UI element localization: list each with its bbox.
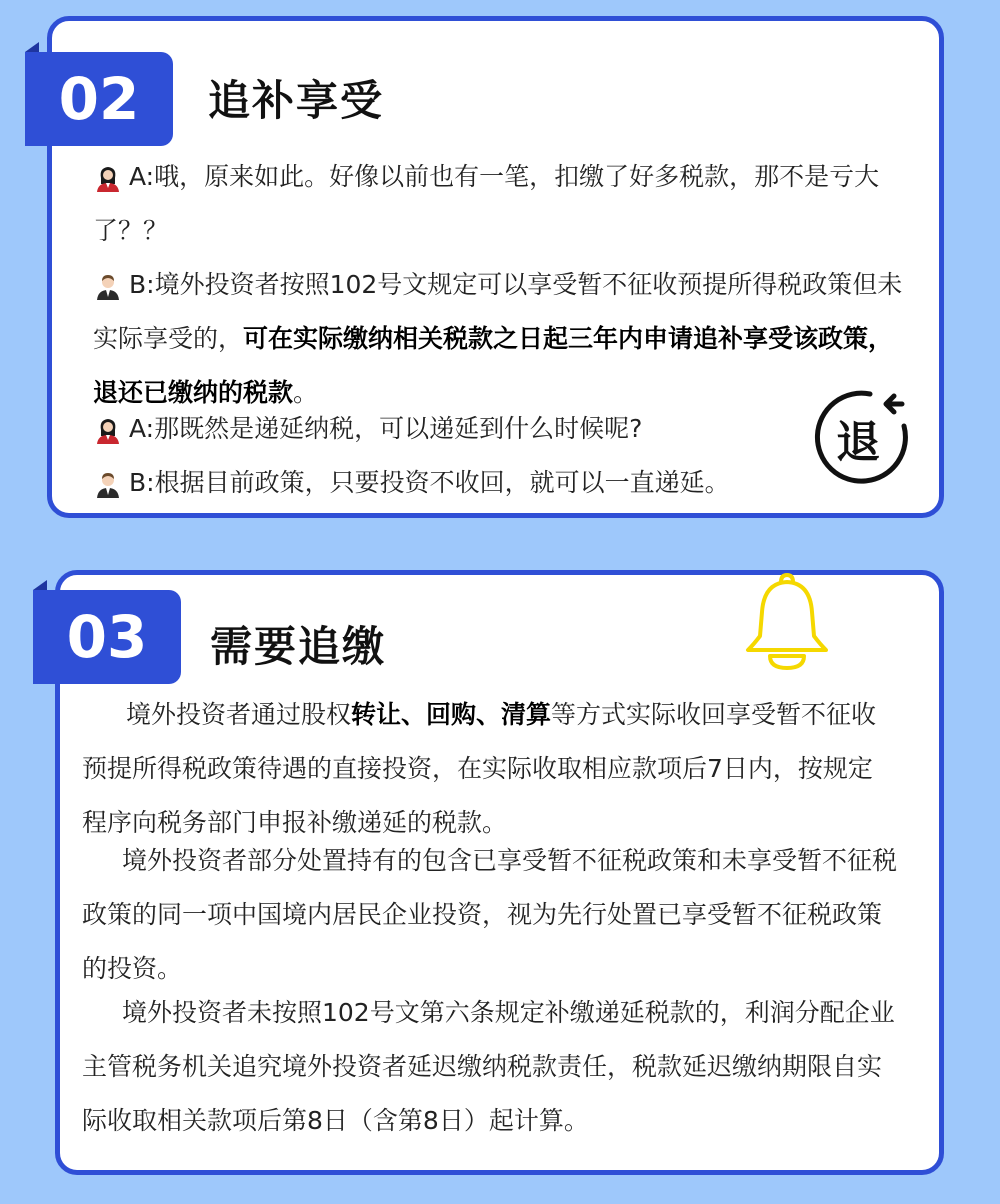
- paragraph-3: [82, 986, 897, 1148]
- dialog-line-b2: [93, 456, 813, 510]
- paragraph-text: 境外投资者部分处置持有的包含已享受暂不征税政策和未享受暂不征税政策的同一项中国境内居民企业投资，视为先行处置已享受暂不征税政策的投资。: [82, 846, 898, 983]
- section-number-03: 03: [33, 590, 181, 684]
- section-number-02: 02: [25, 52, 173, 146]
- dialog-line-b1: [93, 258, 913, 420]
- paragraph-text: 境外投资者通过股权: [126, 700, 352, 729]
- paragraph-1: [82, 688, 897, 850]
- woman-avatar-icon: [93, 164, 123, 192]
- paragraph-highlight: 转让、回购、清算: [351, 700, 552, 729]
- woman-avatar-icon: [93, 416, 123, 444]
- paragraph-2: [82, 834, 897, 996]
- dialog-highlight: 可在实际缴纳相关税款之日起三年内申请追补享受该政策，退还已缴纳的税款: [93, 324, 894, 407]
- dialog-text: B:境外投资者按照102号文规定可以享受暂不征收预提所得税政策但未实际享受的，: [93, 270, 903, 353]
- dialog-line-a1: [93, 150, 913, 258]
- dialog-text: A:那既然是递延纳税，可以递延到什么时候呢?: [129, 414, 643, 443]
- bell-icon: [740, 570, 834, 674]
- man-avatar-icon: [93, 470, 123, 498]
- refund-badge-icon: [808, 382, 914, 494]
- paragraph-text: 境外投资者未按照102号文第六条规定补缴递延税款的，利润分配企业主管税务机关追究境外投资者延迟缴纳税款责任，税款延迟缴纳期限自实际收取相关款项后第8日（含第8日）起计算。: [82, 998, 895, 1135]
- man-avatar-icon: [93, 272, 123, 300]
- section-title-02: 追补享受: [208, 76, 385, 125]
- refund-badge-char: 退: [836, 417, 880, 468]
- section-title-03: 需要追缴: [210, 622, 387, 671]
- dialog-line-a2: [93, 402, 813, 456]
- dialog-text-end: 。: [293, 378, 319, 407]
- dialog-text: B:根据目前政策，只要投资不收回，就可以一直递延。: [129, 468, 730, 497]
- paragraph-text: 等方式实际收回享受暂不征收预提所得税政策待遇的直接投资，在实际收取相应款项后7日内，按规定程序向税务部门申报补缴递延的税款。: [82, 700, 877, 837]
- dialog-text: A:哦，原来如此。好像以前也有一笔，扣缴了好多税款，那不是亏大了？？: [93, 162, 880, 245]
